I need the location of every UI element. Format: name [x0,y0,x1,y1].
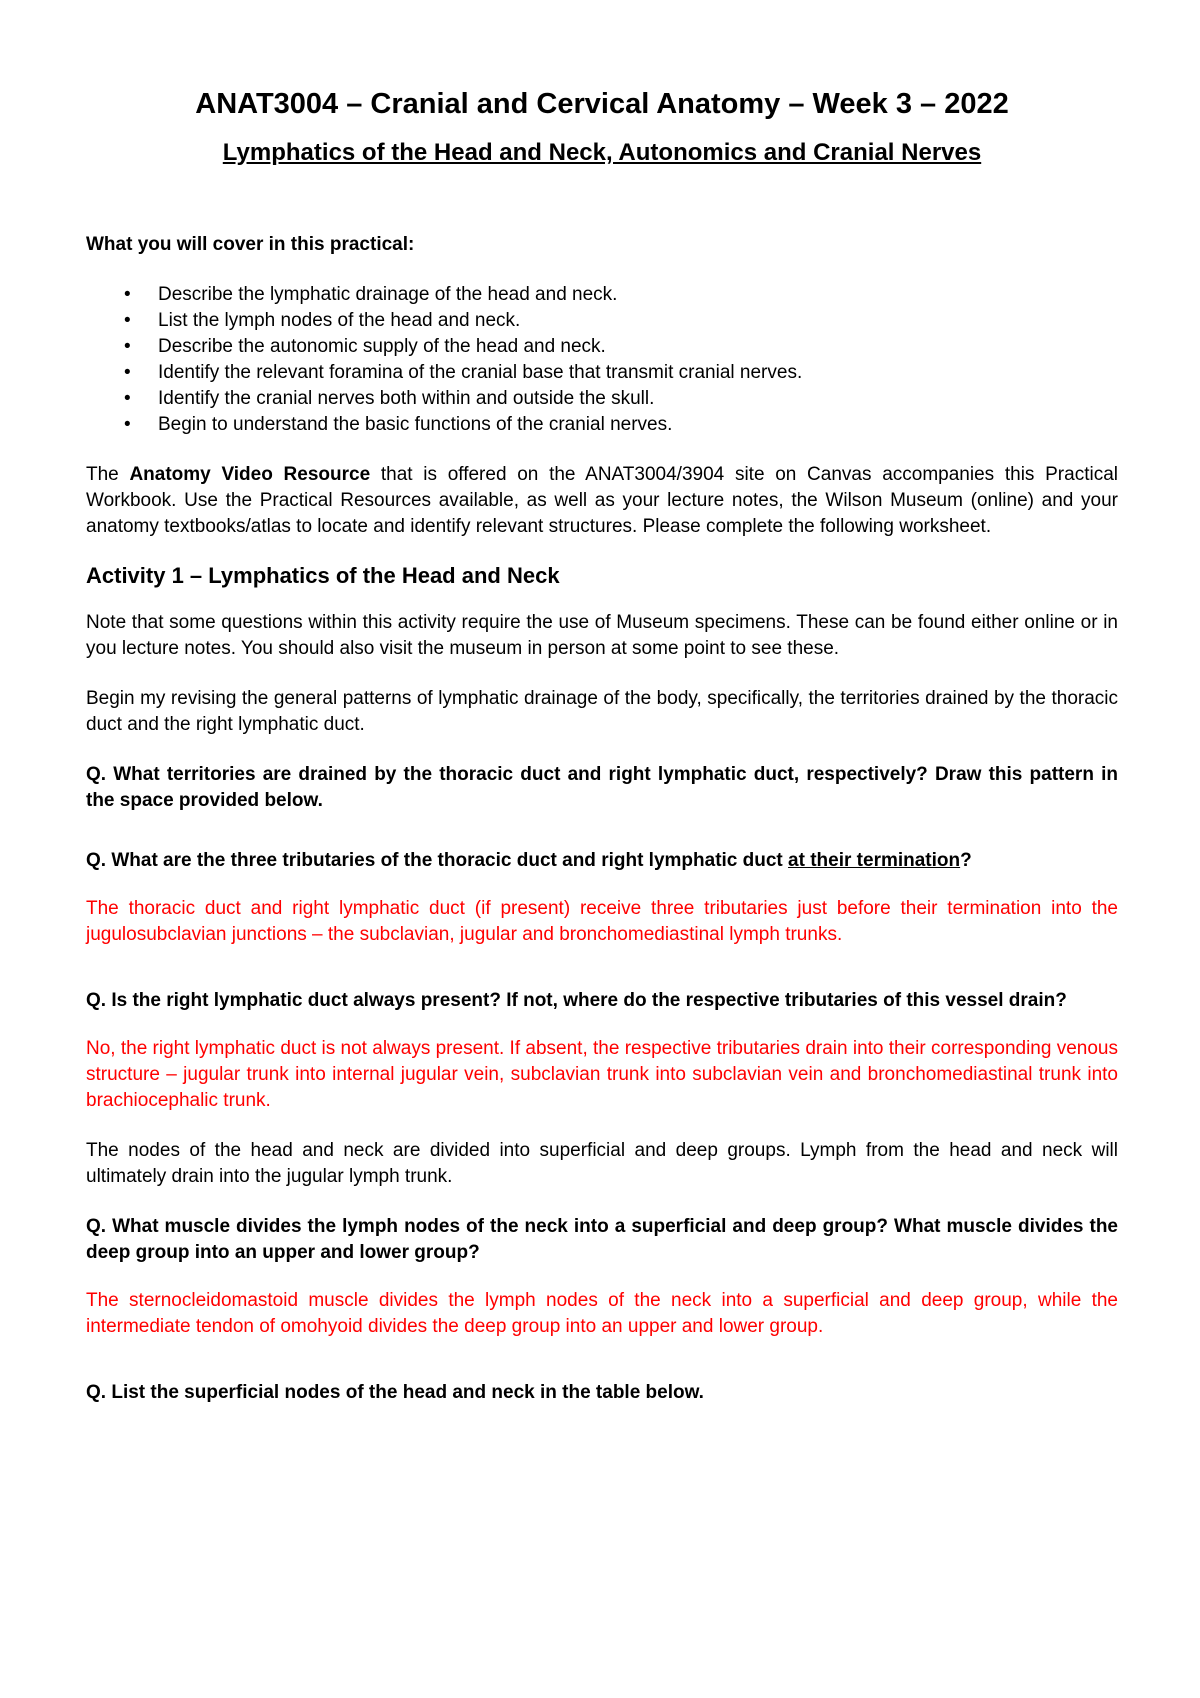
question-5: Q. List the superficial nodes of the head and neck in the table below. [86,1382,704,1403]
document-page [86,86,1118,1406]
list-item: • Identify the relevant foramina of the cranial base that transmit cranial nerves. [124,362,803,383]
list-item: • List the lymph nodes of the head and neck. [124,310,521,331]
list-item: • Describe the autonomic supply of the head and neck. [124,336,606,357]
cover-heading: What you will cover in this practical: [86,234,415,255]
objectives-list [86,282,1118,438]
answer-2: The thoracic duct and right lymphatic duct (if present) receive three tributaries just before their termination into the jugulosubclavian junctions – the subclavian, jugular and bronchomediastinal lymph trunks. [86,898,1118,945]
list-item: • Identify the cranial nerves both within and outside the skull. [124,388,655,409]
activity1-note: Note that some questions within this activity require the use of Museum specimens. These can be found either online or in you lecture notes. You should also visit the museum in person at some point to see these. [86,612,1118,659]
answer-3: No, the right lymphatic duct is not always present. If absent, the respective tributaries drain into their corresponding venous structure – jugular trunk into internal jugular vein, subclavian trunk into subclavian vein and bronchomediastinal trunk into brachiocephalic trunk. [86,1038,1118,1111]
list-item: • Describe the lymphatic drainage of the head and neck. [124,284,618,305]
page-title: ANAT3004 – Cranial and Cervical Anatomy – Week 3 – 2022 [195,88,1009,120]
nodes-paragraph: The nodes of the head and neck are divided into superficial and deep groups. Lymph from the head and neck will ultimately drain into the jugular lymph trunk. [86,1140,1118,1187]
page-subtitle: Lymphatics of the Head and Neck, Autonomics and Cranial Nerves [222,139,982,166]
activity1-heading: Activity 1 – Lymphatics of the Head and Neck [86,563,560,588]
question-1: Q. What territories are drained by the thoracic duct and right lymphatic duct, respectively? Draw this pattern in the space provided below. [86,764,1118,811]
question-3: Q. Is the right lymphatic duct always present? If not, where do the respective tributaries of this vessel drain? [86,990,1067,1011]
answer-4: The sternocleidomastoid muscle divides the lymph nodes of the neck into a superficial and deep group, while the intermediate tendon of omohyoid divides the deep group into an upper and lower group. [86,1290,1118,1337]
list-item: • Begin to understand the basic functions of the cranial nerves. [124,414,673,435]
question-2: Q. What are the three tributaries of the thoracic duct and right lymphatic duct at their termination? [86,850,972,871]
resource-paragraph: The Anatomy Video Resource that is offered on the ANAT3004/3904 site on Canvas accompanies this Practical Workbook. Use the Practical Resources available, as well as your lecture notes, the Wilson Museum (online) and your anatomy textbooks/atlas to locate and identify relevant structures. Please complete the following worksheet. [86,464,1118,537]
question-4: Q. What muscle divides the lymph nodes of the neck into a superficial and deep group? What muscle divides the deep group into an upper and lower group? [86,1216,1118,1263]
activity1-revise: Begin my revising the general patterns of lymphatic drainage of the body, specifically, the territories drained by the thoracic duct and the right lymphatic duct. [86,688,1118,735]
